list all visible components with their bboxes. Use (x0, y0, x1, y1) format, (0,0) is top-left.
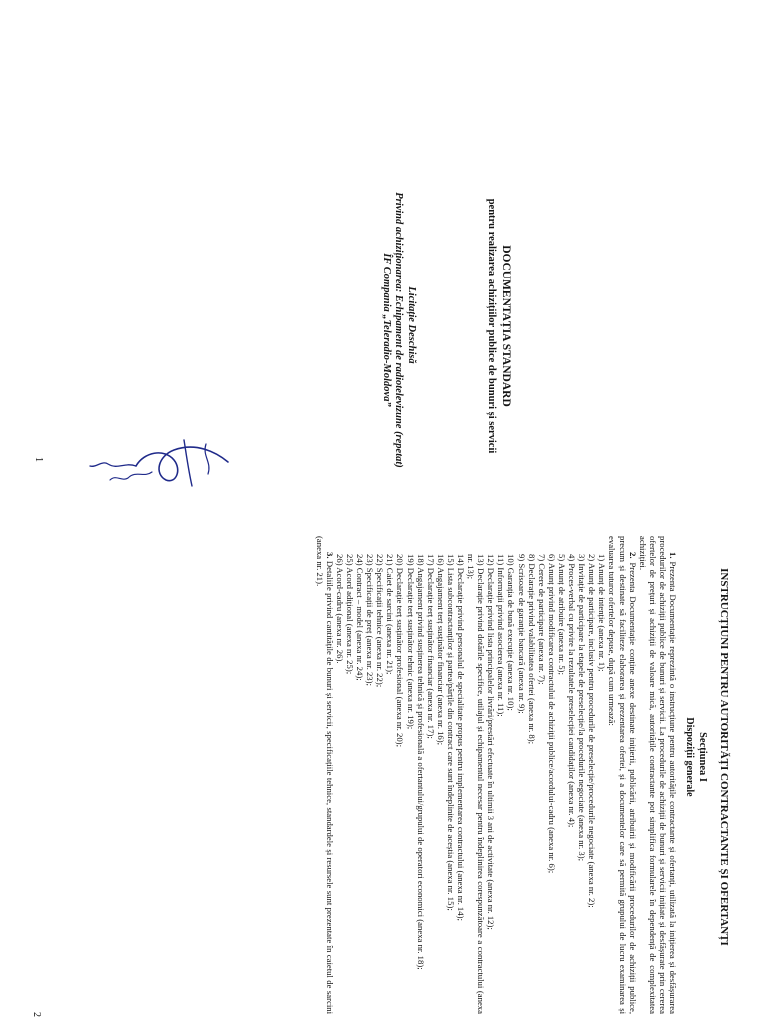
annex-item: 9) Scrisoare de garanție bancară (anexa nr. 9); (516, 554, 527, 714)
procedure-object: Privind achiziționarea: Echipament de radiotelevizune (repetat) (393, 192, 404, 468)
paragraph-number: 2. (627, 552, 638, 559)
annex-item: 5) Anunț de atribuire (anexa nr. 5); (556, 554, 567, 675)
annex-list (335, 536, 608, 1014)
section-title: Secțiunea I (697, 732, 708, 782)
annex-item: 2) Anunț de participare, inclusiv pentru procedurile de preselecție/procedurile negociate (anexa nr. 2); (587, 554, 598, 908)
instructions-body (315, 536, 678, 1014)
annex-item: 26) Acord-cadru (anexa nr. 26). (334, 554, 345, 664)
annex-item: 22) Specificații tehnice (anexa nr. 22); (375, 554, 386, 688)
paragraph-number: 1. (668, 552, 678, 559)
annex-item: 12) Declarație privind lista principalelor livrări/prestări efectuate în ultimii 3 ani de activitate (anexa nr. 12); (486, 554, 497, 930)
annex-item: 14) Declarație privind personalul de specialitate propus pentru implementarea contractului (anexa nr. 14); (456, 554, 467, 921)
annex-item: 10) Garanția de bună execuție (anexa nr. 10); (506, 554, 517, 711)
annex-item: 16) Angajament terț susținător financiar (anexa nr. 16); (435, 554, 446, 746)
annex-item: 13) Declarație privind dotările specifice, utilajul și echipamentul necesar pentru îndeplinirea corespunzătoare a contractului (anexa nr. 13); (466, 554, 487, 1014)
annex-item: 11) Informații privind asocierea (anexa nr. 11); (496, 554, 507, 717)
paragraph-1 (638, 536, 678, 1014)
annex-item: 15) Lista subcontractanților și partea/părțile din contract care sunt îndeplinite de aceștia (anexa nr. 15); (445, 554, 456, 911)
annex-item: 18) Angajament privind susținerea tehnică și profesională a ofertantului/grupului de operatori economici (anexa nr. 18); (415, 554, 426, 970)
annex-item: 24) Contract – model (anexa nr. 24); (355, 554, 366, 681)
annex-item: 1) Anunț de intenție (anexa nr. 1); (597, 554, 608, 672)
contracting-authority: ÎF Compania „Teleradio-Moldova” (381, 253, 392, 407)
annex-item: 6) Anunț privind modificarea contractului de achiziții publice/acordului-cadru (anexa nr. 6); (546, 554, 557, 874)
section-subtitle: Dispoziții generale (684, 717, 695, 797)
annex-item: 7) Cerere de participare (anexa nr. 7); (536, 554, 547, 685)
instructions-title: INSTRUCȚIUNI PENTRU AUTORITĂȚI CONTRACTANTE ȘI OFERTANȚI (718, 568, 730, 946)
instructions-page (0, 512, 768, 1024)
page-number: 2 (31, 1012, 42, 1017)
procedure-type: Licitație Deschisă (406, 286, 417, 364)
paragraph-text: Prezenta Documentație conține anexe destinate inițierii, publicării, atribuirii și modificării procedurilor de achiziții publice, precum și destinate să faciliteze elaborarea și prezentarea ofertei, și a documentelor care să permită grupului de lucru examinarea și evaluarea tuturor ofertelor depuse, după cum urmează: (607, 536, 638, 1014)
paragraph-2 (607, 536, 637, 1014)
document-subtitle: pentru realizarea achizițiilor publice de bunuri și servicii (486, 198, 497, 454)
annex-item: 25) Acord adițional (anexa nr. 25); (345, 554, 355, 675)
annex-item: 17) Declarație terț susținător financiar (anexa nr. 17); (425, 554, 436, 739)
document-title: DOCUMENTAȚIA STANDARD (500, 245, 512, 407)
annex-item: 3) Invitație de participare la etapele de preselecție/la procedurile negociate (anexa nr. 3); (577, 554, 588, 862)
paragraph-3 (315, 536, 335, 1014)
page-number: 1 (33, 457, 44, 462)
paragraph-text: Prezenta Documentație reprezintă o instrucțiune pentru autoritățile contractante și ofertanți, utilizată la inițierea și desfășurarea procedurilor de achiziții publice de bunuri și servicii. La procedurile de achiziții de bunuri și servicii inițiate și desfășurate prin cererea ofertelor de prețuri și achiziții de valoare mică, autoritățile contractante pot simplifica formularele în dependență de complexitatea achiziției. (637, 536, 678, 1014)
annex-item: 21) Caiet de sarcini (anexa nr. 21); (385, 554, 396, 675)
annex-item: 19) Declarație terț susținător tehnic (anexa nr. 19); (405, 554, 416, 730)
annex-item: 23) Specificații de preț (anexa nr. 23); (365, 554, 376, 686)
annex-item: 4) Proces-verbal cu privire la rezultatele preselecției candidaților (anexa nr. 4); (567, 554, 578, 828)
annex-item: 20) Declarație terț susținător profesional (anexa nr. 20); (395, 554, 406, 747)
annex-item: 8) Declarație privind valabilitatea ofertei (anexa nr. 8); (526, 554, 537, 745)
paragraph-number: 3. (324, 552, 335, 559)
handwritten-signature (86, 422, 236, 502)
paragraph-text: Detaliile privind cantitățile de bunuri și servicii, specificațiile tehnice, standardele și resursele sunt prezentate în caietul de sarcini (anexa nr. 21). (314, 536, 335, 1015)
